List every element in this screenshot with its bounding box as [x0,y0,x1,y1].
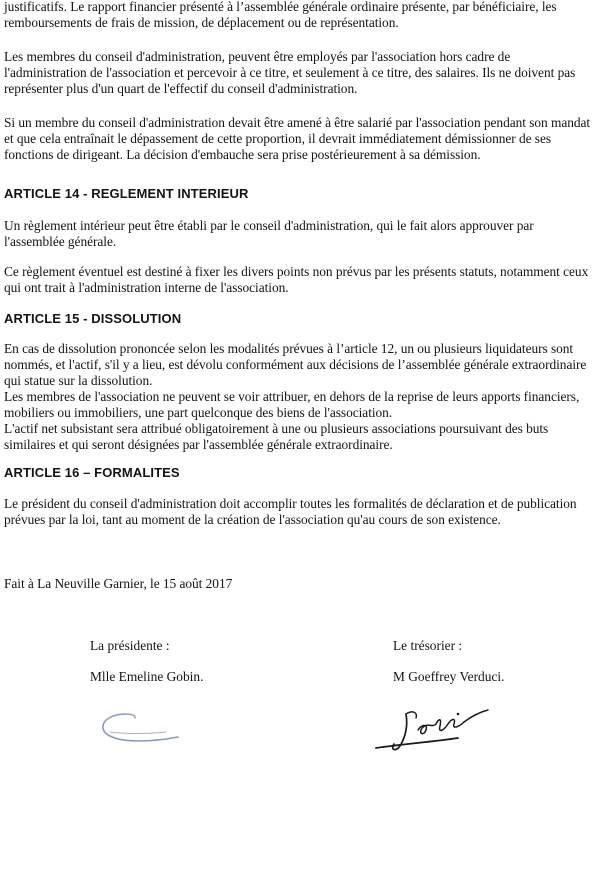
signatory-left-name: Mlle Emeline Gobin. [90,669,204,684]
signature-right-icon [372,700,492,756]
paragraph-article-14-objet: Ce règlement éventuel est destiné à fixer les divers points non prévus par les présents statuts, notamment ceux qui ont trait à l'administration interne de l'association. [4,264,589,296]
paragraph-article-15-liquidateurs: En cas de dissolution prononcée selon les modalités prévues à l’article 12, un ou plusieurs liquidateurs sont nommés, et l'actif, s'il y a lieu, est dévolu conformément aux décisions de l’assemblée générale extraordinaire qui statue sur la dissolution. [4,341,587,389]
paragraph-article-14-reglement: Un règlement intérieur peut être établi par le conseil d'administration, qui le fait alors approuver par l'assemblée générale. [4,218,534,250]
paragraph-membres-employes: Les membres du conseil d'administration, peuvent être employés par l'association hors cadre de l'administration de l'association et percevoir à ce titre, et seulement à ce titre, des salaires. Ils ne doivent pas représenter plus d'un quart de l'effectif du conseil d'administration. [4,49,576,97]
heading-article-14: ARTICLE 14 - REGLEMENT INTERIEUR [4,186,249,201]
signatory-left-role: La présidente : [90,638,170,653]
heading-article-15: ARTICLE 15 - DISSOLUTION [4,311,182,326]
paragraph-membre-salarie: Si un membre du conseil d'administration devait être amené à être salarié par l'association pendant son mandat et que cela entraînait le dépassement de cette proportion, il devrait immédiatement démissionner de ses fonctions de dirigeant. La décision d'embauche sera prise postérieurement à sa démission. [4,115,591,163]
heading-article-16: ARTICLE 16 – FORMALITES [4,465,180,480]
paragraph-article-16-formalites: Le président du conseil d'administration doit accomplir toutes les formalités de déclaration et de publication prévues par la loi, tant au moment de la création de l'association qu'au cours de son existence. [4,496,577,528]
place-and-date: Fait à La Neuville Garnier, le 15 août 2017 [4,576,233,591]
signatory-right-name: M Goeffrey Verduci. [393,669,505,684]
paragraph-article-15-actif-net: L'actif net subsistant sera attribué obligatoirement à une ou plusieurs associations poursuivant des buts similaires et qui seront désignées par l'assemblée générale extraordinaire. [4,421,549,453]
signatory-right-role: Le trésorier : [393,638,463,653]
paragraph-article-15-membres: Les membres de l'association ne peuvent se voir attribuer, en dehors de la reprise de leurs apports financiers, mobiliers ou immobiliers, une part quelconque des biens de l'association. [4,389,580,421]
paragraph-frais-remboursements: justificatifs. Le rapport financier présenté à l’assemblée générale ordinaire présente, par bénéficiaire, les remboursements de frais de mission, de déplacement ou de représentation. [4,0,557,31]
signature-left-icon [96,708,186,748]
